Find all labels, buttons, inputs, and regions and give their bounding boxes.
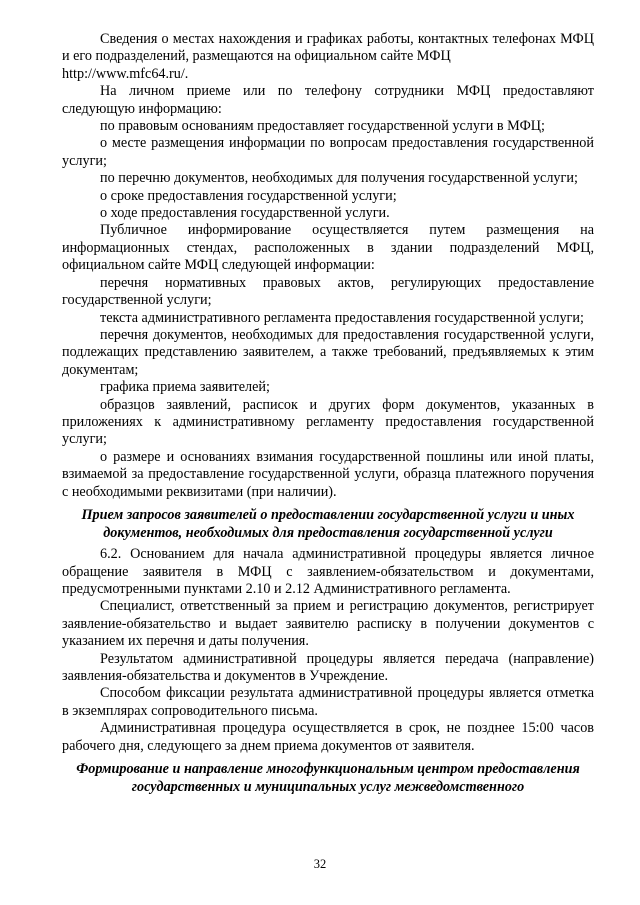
list-item: графика приема заявителей; [100, 379, 270, 396]
paragraph: На личном приеме или по телефону сотрудники МФЦ предоставляют следующую информацию: [62, 83, 594, 117]
list-item: образцов заявлений, расписок и других форм документов, указанных в приложениях к административному регламенту предоставления государственной услуги; [62, 396, 594, 448]
paragraph: Способом фиксации результата административной процедуры является отметка в экземплярах сопроводительного письма. [62, 685, 594, 719]
section-heading: Формирование и направление многофункциональным центром предоставления государственных и муниципальных услуг межведомственного [76, 761, 580, 795]
list-item: о месте размещения информации по вопросам предоставления государственной услуги; [62, 135, 594, 169]
list-item: по правовым основаниям предоставляет государственной услуги в МФЦ; [100, 118, 545, 135]
list-item: текста административного регламента предоставления государственной услуги; [100, 309, 584, 326]
page-number: 32 [313, 857, 327, 871]
list-item: перечня нормативных правовых актов, регулирующих предоставление государственной услуги; [62, 274, 594, 309]
paragraph: 6.2. Основанием для начала административной процедуры является личное обращение заявителя в МФЦ с заявлением-обязательством и документами, предусмотренными пунктами 2.10 и 2.12 Административного регламента. [62, 546, 594, 597]
list-item: о сроке предоставления государственной услуги; [100, 187, 397, 204]
page-content [62, 31, 594, 796]
paragraph-mfc-contacts [62, 31, 594, 83]
paragraph: Специалист, ответственный за прием и регистрацию документов, регистрирует заявление-обязательство и выдает заявителю расписку в получении документов с указанием их перечня и даты получения. [62, 598, 594, 650]
section-heading: Прием запросов заявителей о предоставлении государственной услуги и иных документов, необходимых для предоставления государственной услуги [81, 506, 575, 541]
mfc-website-link[interactable]: http://www.mfc64.ru/. [62, 65, 189, 82]
list-item: перечня документов, необходимых для предоставления государственной услуги, подлежащих представлению заявителем, а также требований, предъявляемых к этим документам; [62, 326, 594, 378]
paragraph: Результатом административной процедуры является передача (направление) заявления-обязательства и документов в Учреждение. [62, 650, 594, 684]
paragraph-text: Сведения о местах нахождения и графиках работы, контактных телефонах МФЦ и его подразделений, размещаются на официальном сайте МФЦ [62, 31, 594, 65]
paragraph: Административная процедура осуществляется в срок, не позднее 15:00 часов рабочего дня, следующего за днем приема документов от заявителя. [62, 720, 594, 754]
list-item: о ходе предоставления государственной услуги. [100, 205, 390, 222]
paragraph: Публичное информирование осуществляется путем размещения на информационных стендах, расположенных в здании подразделений МФЦ, официальном сайте МФЦ следующей информации: [62, 222, 594, 274]
list-item: по перечню документов, необходимых для получения государственной услуги; [100, 170, 578, 187]
list-item: о размере и основаниях взимания государственной пошлины или иной платы, взимаемой за предоставление государственной услуги, образца платежного поручения с необходимыми реквизитами (при наличии). [62, 448, 594, 500]
